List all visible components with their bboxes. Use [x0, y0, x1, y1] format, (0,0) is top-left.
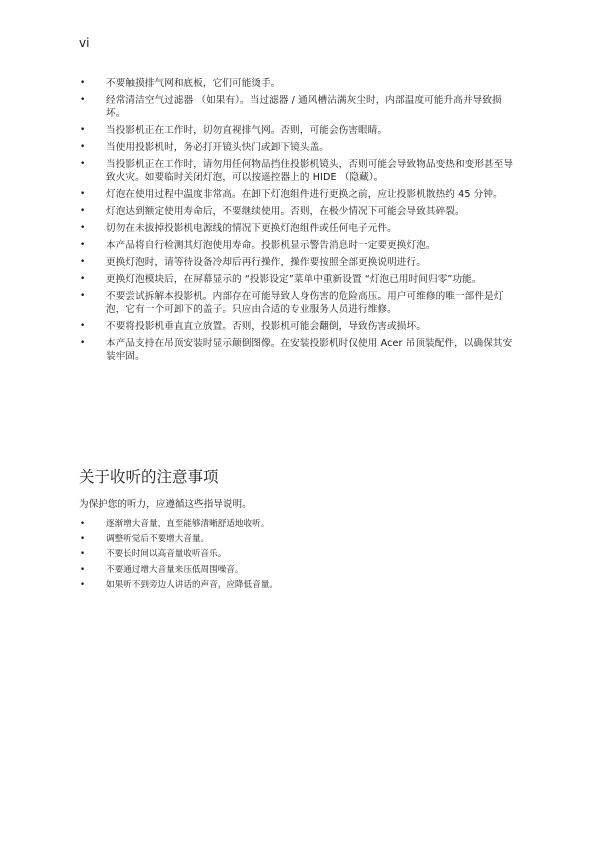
list-item-text: 灯泡在使用过程中温度非常高。在卸下灯泡组件进行更换之前，应让投影机散热约 45 分钟。: [106, 189, 503, 200]
bullet: •: [80, 321, 86, 331]
list-item: [80, 290, 515, 316]
list-item-text: 经常清洁空气过滤器 （如果有）。当过滤器 / 通风槽沾满灰尘时，内部温度可能升高并导致损坏。: [106, 95, 502, 119]
hearing-guidelines-list: [80, 519, 500, 595]
list-item-text: 当投影机正在工作时，请勿用任何物品挡住投影机镜头，否则可能会导致物品变热和变形甚至导致火灾。如要临时关闭灯泡，可以按遥控器上的 HIDE （隐藏）。: [106, 159, 514, 183]
bullet: •: [80, 274, 86, 284]
bullet: •: [80, 564, 86, 575]
list-item-text: 当投影机正在工作时，切勿直视排气网。否则，可能会伤害眼睛。: [106, 125, 388, 136]
bullet: •: [80, 519, 86, 529]
list-item-text: 当使用投影机时，务必打开镜头快门或卸下镜头盖。: [106, 142, 329, 153]
list-item: [80, 534, 500, 545]
list-item: [80, 549, 500, 560]
bullet: •: [80, 189, 86, 199]
bullet: •: [80, 78, 86, 88]
page-number: vi: [79, 36, 90, 50]
bullet: •: [80, 291, 86, 301]
list-item: [80, 222, 515, 235]
list-item: [80, 141, 515, 154]
list-item: [80, 337, 515, 363]
list-item-text: 切勿在未拔掉投影机电源线的情况下更换灯泡组件或任何电子元件。: [106, 223, 397, 234]
list-item: [80, 273, 515, 286]
list-item-text: 更换灯泡时，请等待设备冷却后再行操作，操作要按照全部更换说明进行。: [106, 257, 426, 268]
list-item-text: 不要触摸排气网和底板，它们可能烫手。: [106, 78, 281, 89]
list-item-text: 不要通过增大音量来压低周围噪音。: [106, 564, 244, 575]
list-item: [80, 519, 500, 530]
list-item-text: 本产品将自行检测其灯泡使用寿命。投影机显示警告消息时一定要更换灯泡。: [106, 240, 436, 251]
bullet: •: [80, 257, 86, 267]
list-item-text: 如果听不到旁边人讲话的声音，应降低音量。: [106, 579, 278, 590]
bullet: •: [80, 206, 86, 216]
bullet: •: [80, 338, 86, 348]
bullet: •: [80, 125, 86, 135]
section-intro: 为保护您的听力，应遵循这些指导说明。: [79, 499, 252, 510]
list-item: [80, 77, 515, 90]
list-item: [80, 565, 500, 576]
list-item-text: 逐渐增大音量，直至能够清晰舒适地收听。: [106, 519, 270, 529]
bullet: •: [80, 223, 86, 233]
list-item: [80, 94, 515, 120]
list-item: [80, 256, 515, 269]
list-item: [80, 205, 515, 218]
list-item-text: 本产品支持在吊顶安装时显示颠倒图像。在安装投影机时仅使用 Acer 吊顶装配件，以确保其安装牢固。: [106, 338, 513, 362]
bullet: •: [80, 95, 86, 105]
list-item-text: 更换灯泡模块后，在屏幕显示的 “投影设定”菜单中重新设置 “灯泡已用时间归零”功能。: [106, 274, 482, 285]
list-item: [80, 580, 500, 591]
bullet: •: [80, 240, 86, 250]
list-item-text: 灯泡达到额定使用寿命后，不要继续使用。否则，在极少情况下可能会导致其碎裂。: [106, 206, 465, 217]
list-item-text: 不要长时间以高音量收听音乐。: [106, 549, 227, 560]
list-item: [80, 124, 515, 137]
bullet: •: [80, 159, 86, 169]
list-item: [80, 158, 515, 184]
list-item-text: 不要尝试拆解本投影机。内部存在可能导致人身伤害的危险高压。用户可维修的唯一部件是灯泡，它有一个可卸下的盖子。只应由合适的专业服务人员进行维修。: [106, 291, 504, 315]
list-item-text: 不要将投影机垂直直立放置。否则，投影机可能会翻倒，导致伤害或损坏。: [106, 321, 426, 332]
list-item: [80, 320, 515, 333]
bullet: •: [80, 142, 86, 152]
safety-precautions-list: [80, 77, 515, 367]
section-heading: 关于收听的注意事项: [79, 468, 219, 486]
bullet: •: [80, 579, 86, 590]
list-item-text: 调整听觉后不要增大音量。: [106, 534, 210, 545]
bullet: •: [80, 549, 86, 560]
list-item: [80, 188, 515, 201]
bullet: •: [80, 534, 86, 545]
list-item: [80, 239, 515, 252]
